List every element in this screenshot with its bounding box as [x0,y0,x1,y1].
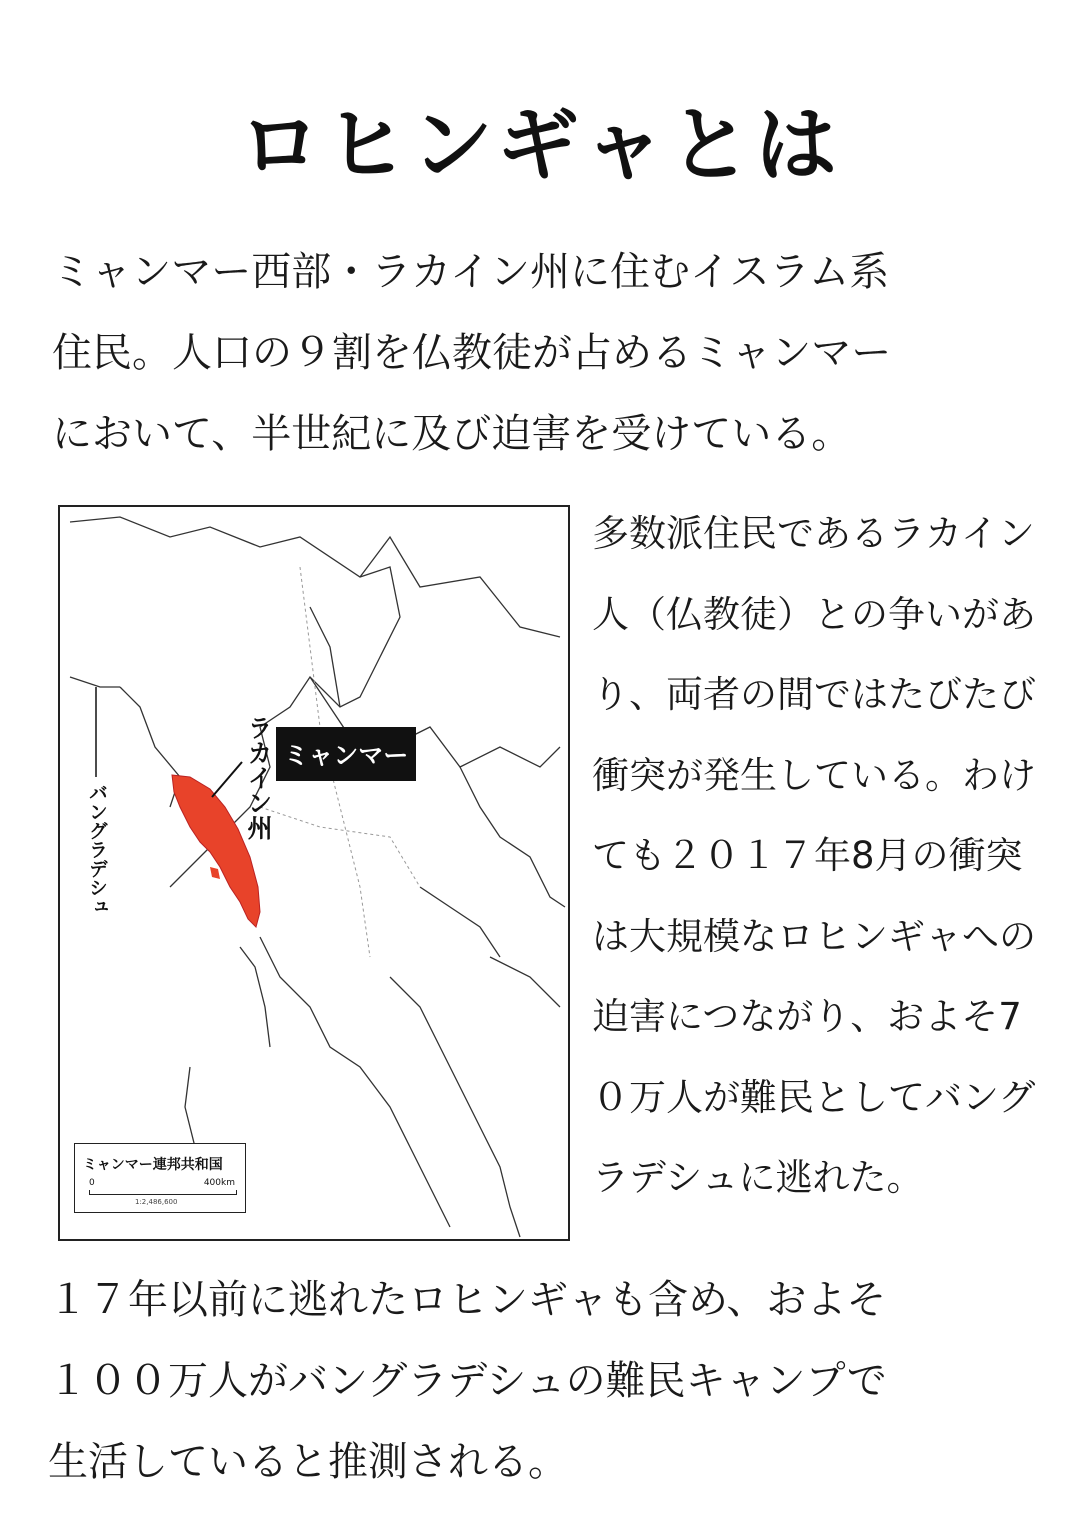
rakhine-island [210,867,220,879]
intro-line: において、半世紀に及び迫害を受けている。 [52,411,852,457]
myanmar-label-box [276,727,416,781]
bangladesh-label: バングラデシュ [86,783,108,916]
scale-bar [89,1190,237,1195]
side-line: 多数派住民であるラカイン [592,512,1035,555]
legend-title: ミャンマー連邦共和国 [83,1157,223,1173]
intro-line: 住民。人口の９割を仏教徒が占めるミャンマー [52,330,892,376]
scale-ratio: 1:2,486,600 [135,1198,178,1206]
myanmar-label: ミャンマー [283,741,409,770]
bottom-paragraph [48,1260,887,1503]
bottom-line: １００万人がバングラデシュの難民キャンプで [48,1358,887,1404]
scale-start: 0 [89,1178,95,1188]
map-borders [70,517,565,1237]
leader-line [212,762,242,797]
scale-end: 400km [203,1178,235,1188]
rakhine-label: ラカイン州 [244,715,273,840]
side-line: ０万人が難民としてバング [592,1075,1036,1119]
bottom-line: １７年以前に逃れたロヒンギャも含め、およそ [48,1277,887,1323]
map-legend [74,1143,246,1213]
myanmar-map [58,505,570,1241]
side-line: ラデシュに逃れた。 [592,1156,924,1199]
side-line: ても２０１７年8月の衝突 [592,834,1023,877]
bottom-line: 生活していると推測される。 [48,1439,568,1485]
side-line: は大規模なロヒンギャへの [592,914,1036,958]
side-line: 衝突が発生している。わけ [592,753,1036,797]
side-paragraph [592,494,1036,1219]
intro-line: ミャンマー西部・ラカイン州に住むイスラム系 [52,249,890,295]
page-title: ロヒンギャとは [238,98,841,193]
side-line: 迫害につながり、およそ7 [592,995,1022,1038]
intro-paragraph [52,232,891,475]
side-line: り、両者の間ではたびたび [592,673,1036,716]
side-line: 人（仏教徒）との争いがあ [592,592,1036,636]
